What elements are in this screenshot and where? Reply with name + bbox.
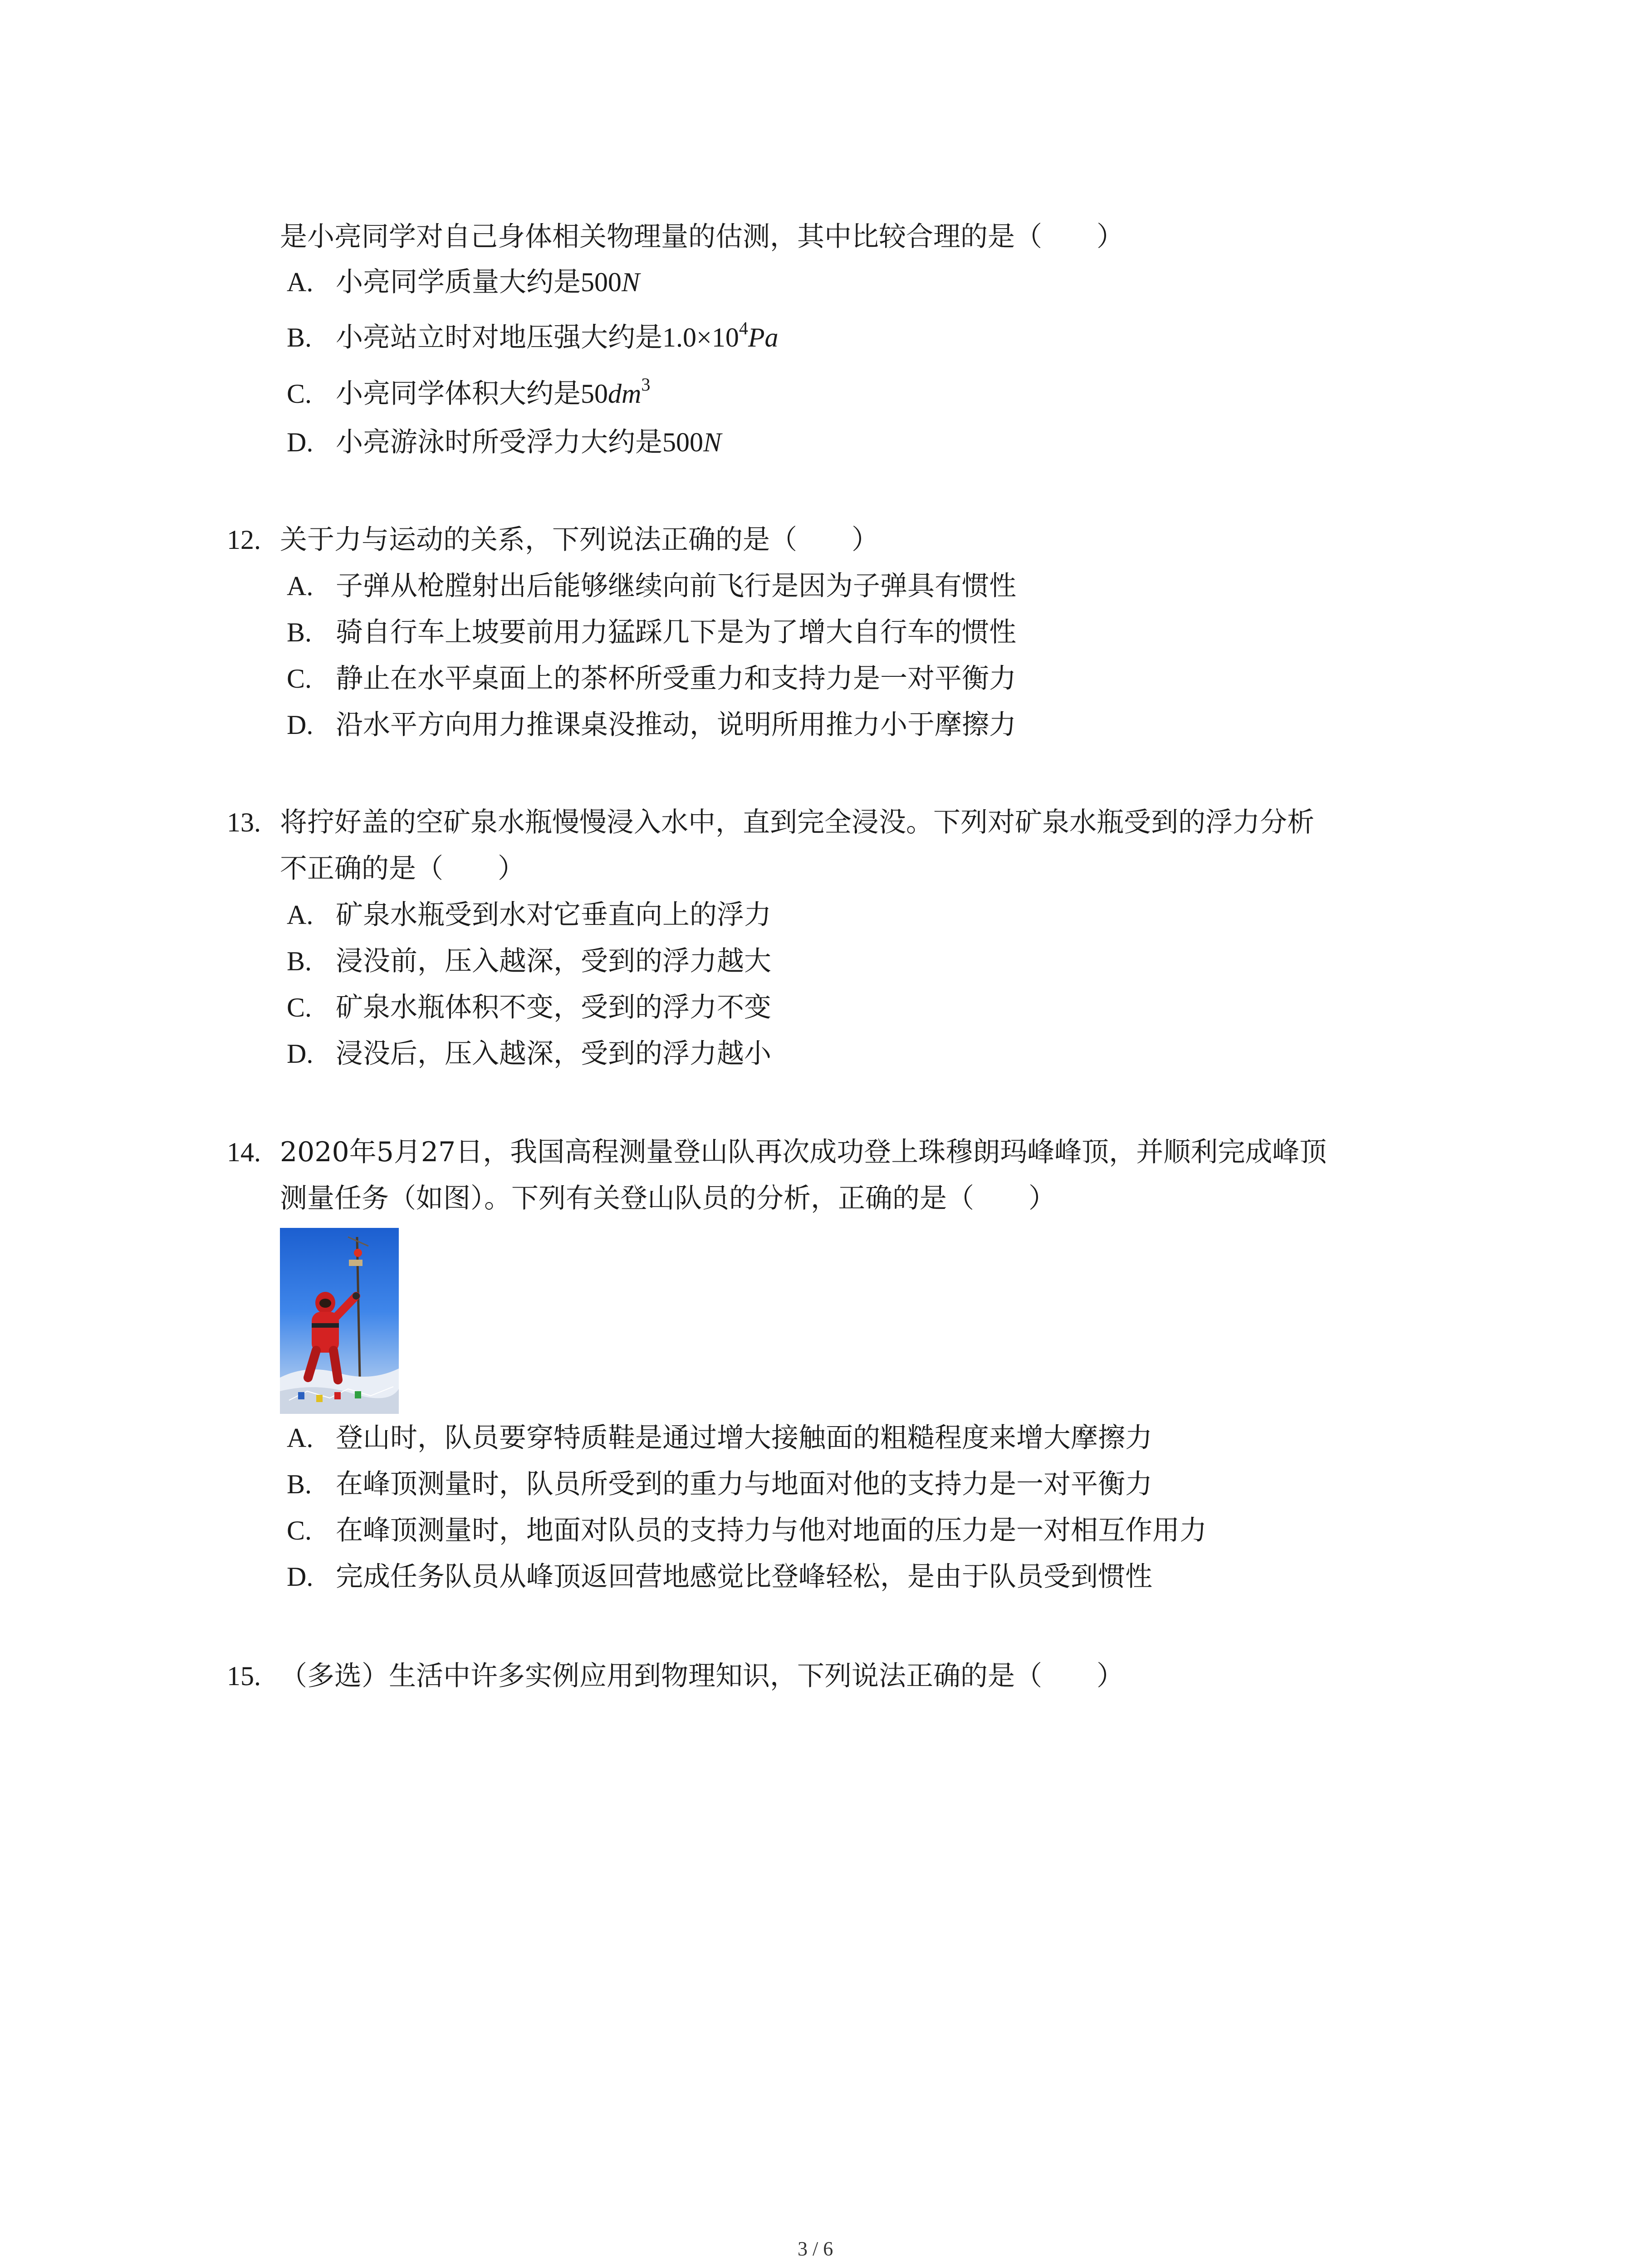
q12-option-d xyxy=(287,707,1016,743)
option-text: 小亮站立时对地压强大约是 xyxy=(336,322,662,353)
option-letter: D. xyxy=(287,710,314,740)
option-letter: A. xyxy=(287,571,314,601)
option-letter: B. xyxy=(287,946,312,976)
option-value: 500 xyxy=(581,267,622,297)
q15-number: 15. xyxy=(227,1661,261,1691)
option-letter: C. xyxy=(287,664,312,694)
option-letter: B. xyxy=(287,323,312,352)
q13-option-d xyxy=(287,1036,771,1072)
q14-option-c xyxy=(287,1512,1207,1549)
option-letter: C. xyxy=(287,379,312,409)
option-unit: dm xyxy=(608,379,642,409)
q12-option-b xyxy=(287,614,1016,650)
option-letter: C. xyxy=(287,1515,312,1545)
option-text: 矿泉水瓶体积不变，受到的浮力不变 xyxy=(336,992,771,1023)
q11-option-b xyxy=(287,319,779,356)
option-letter: A. xyxy=(287,267,314,297)
option-letter: C. xyxy=(287,992,312,1022)
option-text: 小亮同学质量大约是 xyxy=(336,266,581,298)
option-unit: Pa xyxy=(748,323,779,352)
option-letter: D. xyxy=(287,427,314,457)
option-text: 矿泉水瓶受到水对它垂直向上的浮力 xyxy=(336,899,771,931)
option-value: 1.0×10 xyxy=(662,323,739,352)
q13-number: 13. xyxy=(227,807,261,837)
q13-stem-line1: 将拧好盖的空矿泉水瓶慢慢浸入水中，直到完全浸没。下列对矿泉水瓶受到的浮力分析 xyxy=(280,807,1314,838)
q14-number: 14. xyxy=(227,1137,261,1167)
option-text: 小亮游泳时所受浮力大约是 xyxy=(336,426,662,458)
option-value: 500 xyxy=(662,427,703,457)
option-letter: D. xyxy=(287,1562,314,1592)
q13-stem-line2: 不正确的是（ ） xyxy=(280,853,525,885)
q11-option-c xyxy=(287,376,650,412)
q14-option-b xyxy=(287,1466,1152,1502)
option-letter: A. xyxy=(287,1423,314,1453)
option-text: 子弹从枪膛射出后能够继续向前飞行是因为子弹具有惯性 xyxy=(336,570,1016,602)
option-letter: A. xyxy=(287,900,314,930)
option-text: 在峰顶测量时，地面对队员的支持力与他对地面的压力是一对相互作用力 xyxy=(336,1515,1207,1546)
option-text: 浸没后，压入越深，受到的浮力越小 xyxy=(336,1038,771,1070)
option-unit: N xyxy=(622,267,640,297)
q12-option-a xyxy=(287,568,1016,604)
option-text: 小亮同学体积大约是 xyxy=(336,378,581,410)
q13-option-c xyxy=(287,989,771,1026)
q14-stem-line1: 2020年5月27日，我国高程测量登山队再次成功登上珠穆朗玛峰峰顶，并顺利完成峰顶 xyxy=(280,1136,1327,1168)
option-text: 完成任务队员从峰顶返回营地感觉比登峰轻松，是由于队员受到惯性 xyxy=(336,1561,1152,1593)
option-value: 50 xyxy=(581,379,608,409)
q13-option-a xyxy=(287,897,771,933)
q11-stem: 是小亮同学对自己身体相关物理量的估测，其中比较合理的是（ ） xyxy=(280,221,1124,253)
q15-stem: （多选）生活中许多实例应用到物理知识，下列说法正确的是（ ） xyxy=(280,1660,1124,1692)
mountaineer-photo xyxy=(280,1228,399,1414)
option-letter: B. xyxy=(287,1469,312,1499)
q12-option-c xyxy=(287,660,1016,697)
option-text: 浸没前，压入越深，受到的浮力越大 xyxy=(336,945,771,977)
option-text: 在峰顶测量时，队员所受到的重力与地面对他的支持力是一对平衡力 xyxy=(336,1468,1152,1500)
option-exponent: 4 xyxy=(739,318,748,338)
q12-stem: 关于力与运动的关系，下列说法正确的是（ ） xyxy=(280,524,879,556)
q11-option-d xyxy=(287,424,721,460)
option-unit: N xyxy=(703,427,722,457)
q14-option-d xyxy=(287,1559,1152,1595)
option-text: 沿水平方向用力推课桌没推动，说明所用推力小于摩擦力 xyxy=(336,709,1016,741)
option-text: 静止在水平桌面上的茶杯所受重力和支持力是一对平衡力 xyxy=(336,663,1016,694)
option-letter: D. xyxy=(287,1039,314,1069)
mountaineer-illustration xyxy=(280,1228,399,1414)
option-letter: B. xyxy=(287,617,312,647)
page-number: 3 / 6 xyxy=(798,2238,833,2260)
option-text: 骑自行车上坡要前用力猛踩几下是为了增大自行车的惯性 xyxy=(336,616,1016,648)
q14-option-a xyxy=(287,1420,1152,1456)
q11-option-a xyxy=(287,264,640,300)
q12-number: 12. xyxy=(227,525,261,555)
q13-option-b xyxy=(287,943,771,979)
option-exponent: 3 xyxy=(641,374,651,395)
option-text: 登山时，队员要穿特质鞋是通过增大接触面的粗糙程度来增大摩擦力 xyxy=(336,1422,1152,1454)
q14-stem-line2: 测量任务（如图）。下列有关登山队员的分析，正确的是（ ） xyxy=(280,1183,1056,1214)
